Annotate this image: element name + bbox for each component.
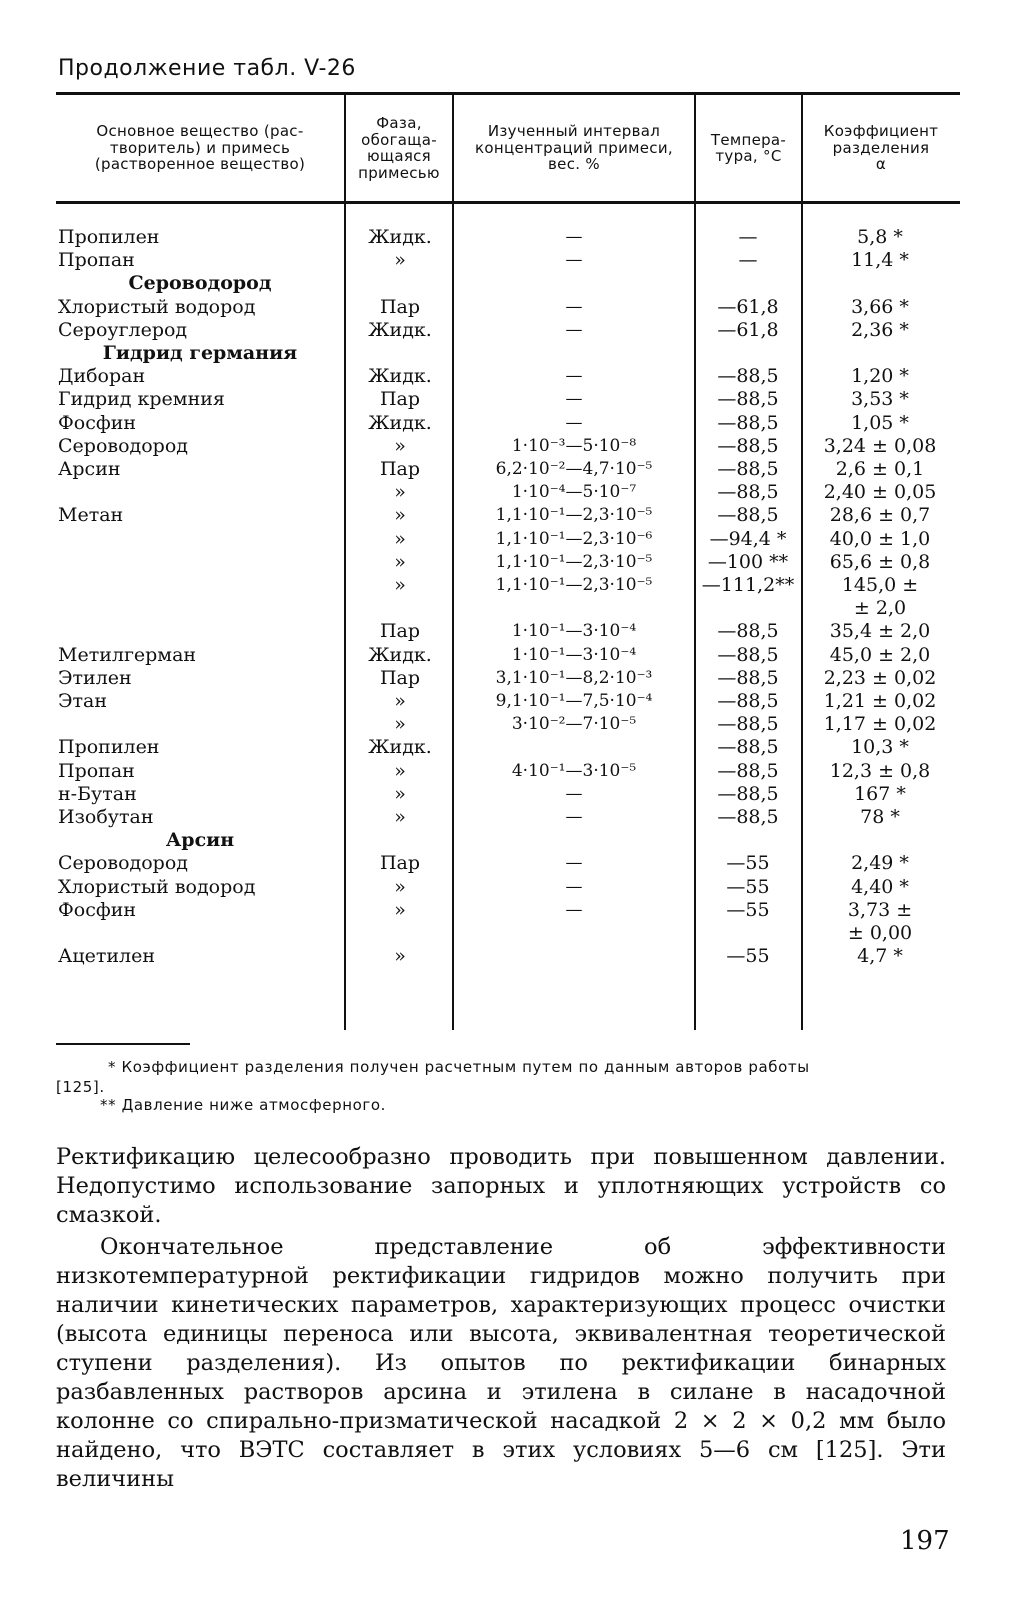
interval-cell: 1·10⁻¹—3·10⁻⁴ (511, 621, 637, 642)
header-interval: Изученный интервал концентраций примеси, вес. % (475, 122, 673, 174)
phase-cell: Пар (379, 666, 421, 689)
table-row (56, 388, 956, 411)
interval-cell: — (565, 899, 583, 920)
phase-cell: » (394, 875, 406, 898)
temperature-cell: —55 (726, 898, 770, 921)
interval-cell: — (565, 876, 583, 897)
alpha-cell: 3,24 ± 0,08 (823, 434, 937, 457)
alpha-cell: 1,20 * (851, 365, 909, 388)
interval-cell: — (565, 412, 583, 433)
phase-cell: » (394, 806, 406, 828)
temperature-cell: —55 (726, 945, 770, 968)
phase-cell: » (394, 898, 406, 921)
footnote-1: * Коэффициент разделения получен расчетным путем по данным авторов работы (108, 1058, 810, 1076)
temperature-cell (696, 597, 800, 620)
phase-cell: » (394, 434, 406, 457)
table-row (56, 922, 956, 945)
substance-cell: Фосфин (58, 411, 137, 434)
temperature-cell: —88,5 (717, 782, 779, 805)
alpha-cell: 2,23 ± 0,02 (823, 666, 937, 689)
alpha-cell: 10,3 * (851, 736, 909, 759)
footnote-1-ref: [125]. (56, 1078, 105, 1096)
phase-cell: Жидк. (368, 411, 432, 434)
table-row (56, 945, 956, 968)
table-row (56, 226, 956, 249)
alpha-cell: 11,4 * (851, 249, 909, 272)
substance-cell: Диборан (58, 365, 146, 388)
table-row (56, 319, 956, 342)
table-row (56, 806, 956, 829)
interval-cell (454, 945, 694, 968)
alpha-cell: 5,8 * (857, 226, 903, 248)
phase-cell: » (394, 504, 406, 527)
table-row (56, 644, 956, 667)
substance-cell: Арсин (58, 458, 121, 480)
temperature-cell: —88,5 (717, 713, 779, 736)
temperature-cell: —55 (726, 852, 770, 875)
alpha-cell: 2,40 ± 0,05 (823, 481, 937, 504)
substance-cell: Хлористый водород (58, 875, 256, 898)
header-alpha: Коэффициент разделения α (823, 122, 939, 174)
substance-cell: Метилгерман (58, 643, 197, 666)
alpha-cell: 12,3 ± 0,8 (829, 759, 931, 782)
substance-cell: Этан (58, 690, 108, 712)
paragraph-1: Ректификацию целесообразно проводить при повышенном давлении. Недопустимо использование запорных и уплотняющих устройств со смазкой. (56, 1144, 946, 1228)
section-heading-row (56, 829, 956, 852)
phase-cell: » (394, 690, 406, 712)
temperature-cell: —88,5 (717, 736, 779, 759)
temperature-cell: —88,5 (717, 411, 779, 434)
interval-cell (454, 736, 694, 759)
alpha-cell: 28,6 ± 0,7 (829, 504, 931, 527)
phase-cell: Жидк. (368, 736, 432, 759)
interval-cell: 1·10⁻¹—3·10⁻⁴ (511, 644, 637, 665)
phase-cell: » (394, 759, 406, 782)
table-row (56, 551, 956, 574)
alpha-cell: 3,53 * (851, 388, 909, 411)
temperature-cell: —100 ** (707, 550, 789, 573)
temperature-cell: — (738, 226, 758, 248)
temperature-cell: —88,5 (717, 365, 779, 388)
substance-cell: Фосфин (58, 898, 137, 921)
substance-cell: Пропилен (58, 226, 160, 248)
alpha-cell: 45,0 ± 2,0 (829, 643, 931, 666)
interval-cell: — (565, 807, 583, 827)
table-row (56, 412, 956, 435)
table-row (56, 690, 956, 713)
footnote-rule (56, 1043, 190, 1045)
temperature-cell: —94,4 * (709, 527, 787, 550)
temperature-cell: —88,5 (717, 504, 779, 527)
page-number: 197 (900, 1526, 950, 1556)
alpha-cell: ± 2,0 (853, 597, 907, 620)
substance-cell: Хлористый водород (58, 295, 256, 318)
temperature-cell: —88,5 (717, 690, 779, 712)
alpha-cell: 4,40 * (851, 875, 909, 898)
header-bottom-rule (56, 201, 960, 204)
section-heading-row (56, 342, 956, 365)
interval-cell: 3,1·10⁻¹—8,2·10⁻³ (495, 667, 653, 688)
substance-cell: Пропан (58, 249, 135, 272)
phase-cell: » (394, 574, 406, 596)
interval-cell: 3·10⁻²—7·10⁻⁵ (511, 714, 637, 735)
interval-cell: 9,1·10⁻¹—7,5·10⁻⁴ (495, 691, 653, 711)
phase-cell: Пар (379, 458, 421, 480)
phase-cell: Жидк. (368, 318, 432, 341)
table-row (56, 249, 956, 272)
interval-cell (454, 922, 694, 945)
table-row (56, 899, 956, 922)
substance-cell: Метан (58, 504, 124, 527)
section-heading: Сероводород (128, 272, 272, 295)
phase-cell: » (394, 550, 406, 573)
table-row (56, 435, 956, 458)
table-row (56, 481, 956, 504)
phase-cell: » (394, 527, 406, 550)
section-heading: Гидрид германия (102, 342, 298, 364)
interval-cell: — (565, 389, 583, 410)
phase-cell: Пар (379, 620, 421, 643)
footnote-2: ** Давление ниже атмосферного. (100, 1096, 387, 1114)
substance-cell: Пропилен (58, 736, 160, 759)
alpha-cell: 65,6 ± 0,8 (829, 550, 931, 573)
phase-cell: » (394, 713, 406, 736)
phase-cell: Пар (379, 295, 421, 318)
substance-cell: Сероводород (58, 852, 188, 875)
interval-cell: 1·10⁻⁴—5·10⁻⁷ (511, 482, 637, 503)
phase-cell: Жидк. (368, 226, 432, 248)
substance-cell: Изобутан (58, 806, 154, 828)
interval-cell: 1,1·10⁻¹—2,3·10⁻⁵ (495, 575, 653, 595)
substance-cell: н-Бутан (58, 782, 137, 805)
alpha-cell: 78 * (860, 806, 900, 828)
table-row (56, 597, 956, 620)
table-row (56, 876, 956, 899)
interval-cell: 1·10⁻³—5·10⁻⁸ (511, 435, 637, 456)
phase-cell (346, 922, 454, 945)
temperature-cell: —111,2** (701, 574, 795, 596)
interval-cell: — (565, 250, 583, 271)
substance-cell: Этилен (58, 666, 132, 689)
alpha-cell: 3,66 * (851, 295, 909, 318)
phase-cell: » (394, 481, 406, 504)
temperature-cell: —88,5 (717, 620, 779, 643)
phase-cell: » (394, 782, 406, 805)
alpha-cell: 167 * (854, 782, 906, 805)
interval-cell: — (565, 853, 583, 874)
interval-cell (454, 597, 694, 620)
table-row (56, 620, 956, 643)
alpha-cell: 1,05 * (851, 411, 909, 434)
temperature-cell: —61,8 (717, 318, 779, 341)
interval-cell: — (565, 227, 583, 247)
temperature-cell: —55 (726, 875, 770, 898)
table-row (56, 574, 956, 597)
table-row (56, 713, 956, 736)
temperature-cell: —88,5 (717, 643, 779, 666)
alpha-cell: 4,7 * (857, 945, 903, 968)
section-heading-row (56, 272, 956, 295)
phase-cell: Жидк. (368, 365, 432, 388)
table-row (56, 783, 956, 806)
table-row (56, 528, 956, 551)
interval-cell: 1,1·10⁻¹—2,3·10⁻⁵ (495, 551, 653, 572)
header-substance: Основное вещество (рас- творитель) и примесь (растворенное вещество) (94, 122, 306, 174)
phase-cell: » (394, 945, 406, 968)
interval-cell: — (565, 319, 583, 340)
substance-cell: Сероводород (58, 434, 188, 457)
phase-cell: » (394, 249, 406, 272)
phase-cell: Пар (379, 388, 421, 411)
interval-cell: 6,2·10⁻²—4,7·10⁻⁵ (495, 459, 653, 479)
phase-cell: Жидк. (368, 643, 432, 666)
temperature-cell: —88,5 (717, 806, 779, 828)
alpha-cell: 3,73 ± (847, 898, 913, 921)
alpha-cell: 1,21 ± 0,02 (823, 690, 937, 712)
substance-cell: Сероуглерод (58, 318, 188, 341)
substance-cell: Ацетилен (58, 945, 156, 968)
table-row (56, 365, 956, 388)
table-row (56, 760, 956, 783)
temperature-cell: —88,5 (717, 458, 779, 480)
temperature-cell: —61,8 (717, 295, 779, 318)
temperature-cell: —88,5 (717, 434, 779, 457)
temperature-cell: — (738, 249, 758, 272)
temperature-cell: —88,5 (717, 388, 779, 411)
interval-cell: 1,1·10⁻¹—2,3·10⁻⁵ (495, 505, 653, 526)
section-heading: Арсин (165, 829, 235, 852)
alpha-cell: ± 0,00 (847, 922, 913, 944)
paragraph-2: Окончательное представление об эффективности низкотемпературной ректификации гидридов можно получить при наличии кинетических параметров, характеризующих процесс очистки (высота единицы переноса или высота, эквивалентная теоретической ступени разделения). Из опытов по ректификации бинарных разбавленных растворов арсина и этилена в силане в насадочной колонне со спирально-призматической насадкой 2 × 2 × 0,2 мм было найдено, что ВЭТС составляет в этих условиях 5—6 см [125]. Эти величины (56, 1234, 946, 1492)
table-row (56, 852, 956, 875)
header-phase: Фаза, обогаща- ющаяся примесью (358, 114, 440, 182)
alpha-cell: 2,49 * (851, 852, 909, 875)
temperature-cell: —88,5 (717, 666, 779, 689)
temperature-cell: —88,5 (717, 481, 779, 504)
phase-cell (346, 597, 454, 620)
alpha-cell: 2,36 * (851, 318, 909, 341)
alpha-cell: 1,17 ± 0,02 (823, 713, 937, 736)
table-top-rule (56, 92, 960, 95)
table-caption: Продолжение табл. V-26 (58, 56, 356, 81)
interval-cell: — (565, 296, 583, 317)
table-row (56, 667, 956, 690)
header-temperature: Темпера- тура, °С (710, 130, 787, 165)
interval-cell: — (565, 366, 583, 387)
alpha-cell: 2,6 ± 0,1 (835, 458, 925, 480)
phase-cell: Пар (379, 852, 421, 875)
interval-cell: 1,1·10⁻¹—2,3·10⁻⁶ (495, 528, 653, 549)
alpha-cell: 35,4 ± 2,0 (829, 620, 931, 643)
substance-cell: Пропан (58, 759, 135, 782)
temperature-cell: —88,5 (717, 759, 779, 782)
alpha-cell: 145,0 ± (841, 574, 919, 596)
table-row (56, 458, 956, 481)
substance-cell: Гидрид кремния (58, 388, 225, 411)
table-row (56, 736, 956, 759)
table-row (56, 296, 956, 319)
table-row (56, 504, 956, 527)
interval-cell: 4·10⁻¹—3·10⁻⁵ (511, 760, 637, 781)
interval-cell: — (565, 783, 583, 804)
temperature-cell (696, 922, 800, 945)
alpha-cell: 40,0 ± 1,0 (829, 527, 931, 550)
